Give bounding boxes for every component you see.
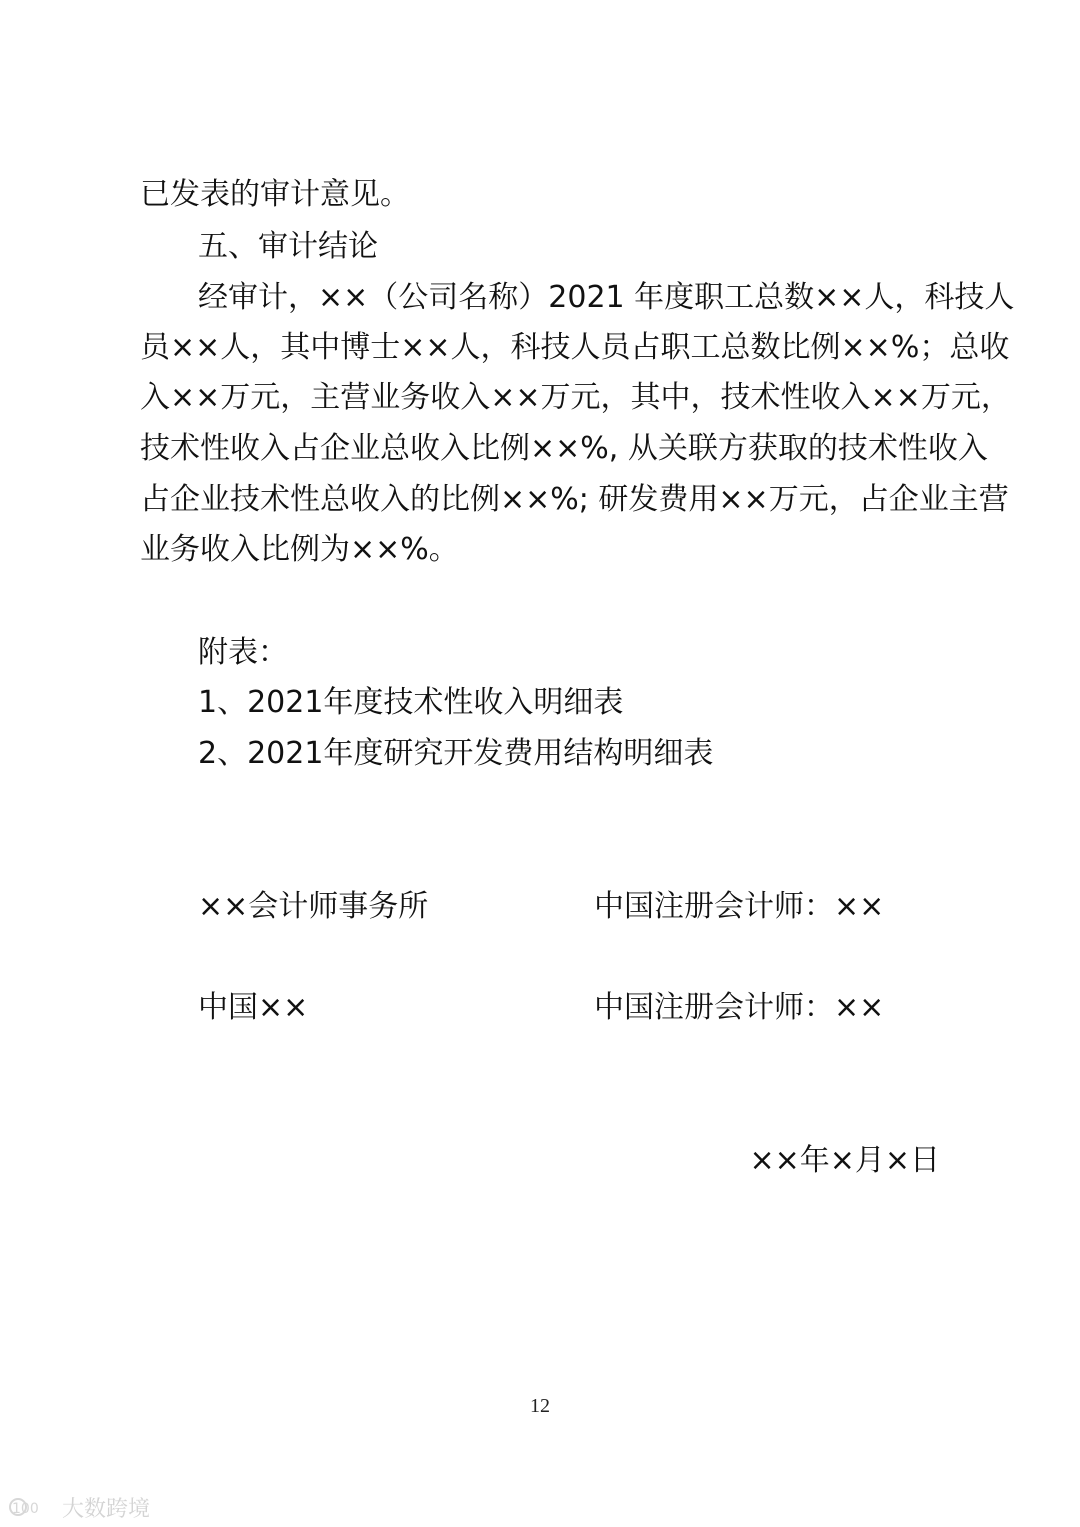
signature-firm: ××会计师事务所 bbox=[198, 889, 429, 924]
signature-cpa-1: 中国注册会计师：×× bbox=[594, 889, 885, 924]
conclusion-line-4: 技术性收入占企业总收入比例××%, 从关联方获取的技术性收入 bbox=[140, 431, 988, 466]
body-line-previous-paragraph-end: 已发表的审计意见。 bbox=[140, 177, 410, 212]
conclusion-line-5: 占企业技术性总收入的比例××%; 研发费用××万元，占企业主营 bbox=[140, 482, 1009, 517]
signature-location: 中国×× bbox=[198, 990, 309, 1025]
attachments-label: 附表： bbox=[198, 635, 288, 670]
conclusion-line-6: 业务收入比例为××%。 bbox=[140, 532, 459, 567]
watermark bbox=[8, 1490, 150, 1524]
signature-date: ××年×月×日 bbox=[749, 1143, 940, 1178]
attachment-item-1: 1、2021年度技术性收入明细表 bbox=[198, 685, 624, 720]
watermark-logo-text: 100 bbox=[12, 1501, 39, 1517]
watermark-text: 大数跨境 bbox=[62, 1496, 151, 1522]
attachment-item-2: 2、2021年度研究开发费用结构明细表 bbox=[198, 736, 714, 771]
conclusion-line-1: 经审计，××（公司名称）2021 年度职工总数××人，科技人 bbox=[198, 280, 1015, 315]
conclusion-line-3: 入××万元，主营业务收入××万元，其中，技术性收入××万元， bbox=[140, 380, 1011, 415]
conclusion-line-2: 员××人，其中博士××人，科技人员占职工总数比例××%；总收 bbox=[140, 330, 1010, 365]
signature-cpa-2: 中国注册会计师：×× bbox=[594, 990, 885, 1025]
page-number: 12 bbox=[530, 1395, 550, 1417]
section-heading: 五、审计结论 bbox=[198, 229, 378, 264]
watermark-logo-icon bbox=[8, 1492, 58, 1522]
